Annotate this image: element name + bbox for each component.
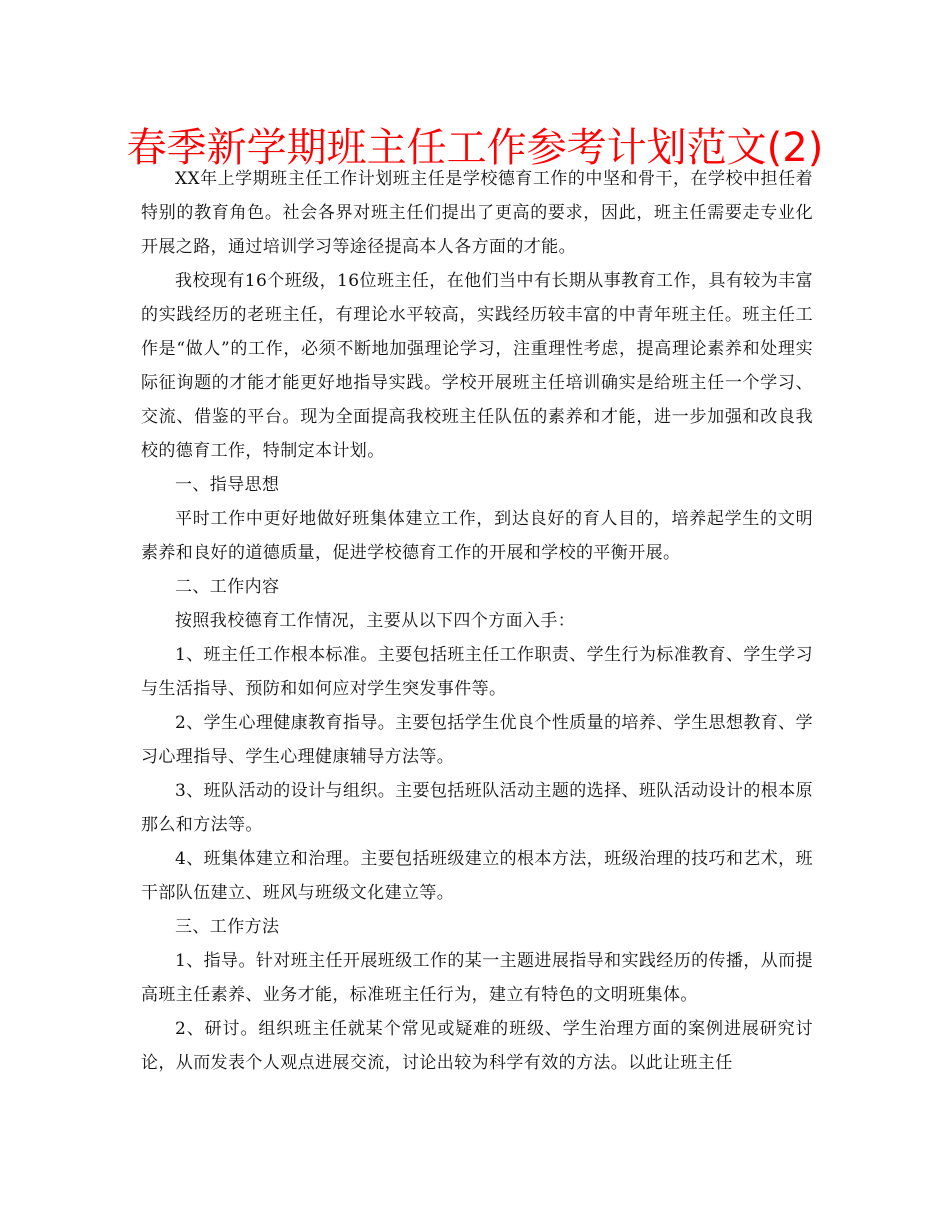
- section-heading-work-methods: 三、工作方法: [175, 917, 280, 937]
- section-heading-guiding-ideology: 一、指导思想: [175, 475, 280, 495]
- document-title: 春季新学期班主任工作参考计划范文(2): [126, 125, 824, 171]
- document-body: [141, 162, 813, 1080]
- section-heading-work-content: 二、工作内容: [175, 577, 280, 597]
- work-content-intro: 按照我校德育工作情况，主要从以下四个方面入手：: [175, 611, 576, 631]
- work-content-item-1: 1、班主任工作根本标准。主要包括班主任工作职责、学生行为标准教育、学生学习与生活指导、预防和如何应对学生突发事件等。: [141, 645, 813, 699]
- intro-paragraph: XX年上学期班主任工作计划班主任是学校德育工作的中坚和骨干，在学校中担任着特别的教育角色。社会各界对班主任们提出了更高的要求，因此，班主任需要走专业化开展之路，通过培训学习等途径提高本人各方面的才能。: [141, 169, 813, 257]
- background-paragraph: 我校现有16个班级，16位班主任，在他们当中有长期从事教育工作，具有较为丰富的实践经历的老班主任，有理论水平较高，实践经历较丰富的中青年班主任。班主任工作是“做人”的工作，必须不断地加强理论学习，注重理性考虑，提高理论素养和处理实际征询题的才能才能更好地指导实践。学校开展班主任培训确实是给班主任一个学习、交流、借鉴的平台。现为全面提高我校班主任队伍的素养和才能，进一步加强和改良我校的德育工作，特制定本计划。: [141, 271, 813, 461]
- work-methods-item-2: 2、研讨。组织班主任就某个常见或疑难的班级、学生治理方面的案例进展研究讨论，从而发表个人观点进展交流，讨论出较为科学有效的方法。以此让班主任: [141, 1019, 813, 1073]
- work-content-item-2: 2、学生心理健康教育指导。主要包括学生优良个性质量的培养、学生思想教育、学习心理指导、学生心理健康辅导方法等。: [141, 713, 813, 767]
- work-content-item-4: 4、班集体建立和治理。主要包括班级建立的根本方法，班级治理的技巧和艺术，班干部队伍建立、班风与班级文化建立等。: [141, 849, 813, 903]
- work-methods-item-1: 1、指导。针对班主任开展班级工作的某一主题进展指导和实践经历的传播，从而提高班主任素养、业务才能，标准班主任行为，建立有特色的文明班集体。: [141, 951, 813, 1005]
- work-content-item-3: 3、班队活动的设计与组织。主要包括班队活动主题的选择、班队活动设计的根本原那么和方法等。: [141, 781, 813, 835]
- guiding-ideology-paragraph: 平时工作中更好地做好班集体建立工作，到达良好的育人目的，培养起学生的文明素养和良好的道德质量，促进学校德育工作的开展和学校的平衡开展。: [141, 509, 813, 563]
